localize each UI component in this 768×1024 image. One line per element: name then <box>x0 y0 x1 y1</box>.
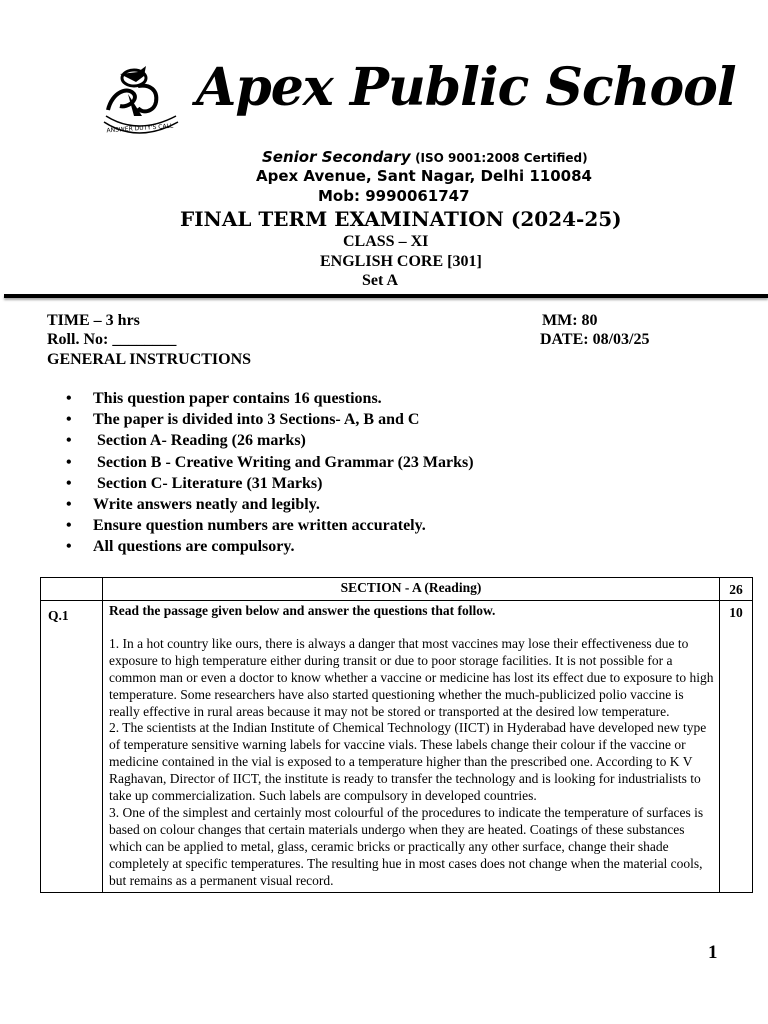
roll-number: Roll. No: ________ <box>47 331 177 348</box>
instruction-item: • Ensure question numbers are written accurately. <box>62 515 474 536</box>
instruction-item: • This question paper contains 16 questions. <box>62 388 474 409</box>
passage-paragraph: 3. One of the simplest and certainly most colourful of the procedures to indicate the temperature of surfaces is based on colour changes that certain materials undergo when they are heated. Coatings of these substances which can be applied to metal, glass, ceramic bricks or practically any other surface, change their shade completely at specific temperatures. The resulting hue in most cases does not change when the material cools, but remains as a permanent visual record. <box>109 804 704 888</box>
page-number: 1 <box>708 942 718 963</box>
instruction-item: • Section C- Literature (31 Marks) <box>62 473 474 494</box>
instruction-item: • Section A- Reading (26 marks) <box>62 430 474 451</box>
section-marks: 26 <box>720 578 753 601</box>
exam-date: DATE: 08/03/25 <box>540 331 650 348</box>
iso-certification: (ISO 9001:2008 Certified) <box>415 151 588 165</box>
instruction-item: • Section B - Creative Writing and Grammar (23 Marks) <box>62 452 474 473</box>
school-logo <box>98 64 182 140</box>
question-number: Q.1 <box>41 601 103 893</box>
instruction-item: • All questions are compulsory. <box>62 536 474 557</box>
school-mobile: Mob: 9990061747 <box>318 187 470 205</box>
passage-paragraph: 1. In a hot country like ours, there is always a danger that most vaccines may lose their effectiveness due to exposure to high temperature either during transit or due to poor storage facilities. It is not possible for a common man or even a doctor to know whether a vaccine or medicine has lost its effect due to exposure to high temperature. Some researchers have also started questioning whether the much-publicized polio vaccine is really effective in rural areas because it may not be stored or transported at the desired low temperature. <box>109 635 714 719</box>
max-marks: MM: 80 <box>542 312 598 329</box>
question-marks: 10 <box>720 601 753 893</box>
class-label: CLASS – XI <box>343 233 429 250</box>
instruction-item: • Write answers neatly and legibly. <box>62 494 474 515</box>
question-row <box>41 601 753 893</box>
header-divider <box>4 294 768 298</box>
subject-label: ENGLISH CORE [301] <box>320 253 482 270</box>
exam-time: TIME – 3 hrs <box>47 312 140 329</box>
general-instructions-heading: GENERAL INSTRUCTIONS <box>47 351 252 368</box>
exam-title: FINAL TERM EXAMINATION (2024-25) <box>180 207 622 231</box>
instruction-item: • The paper is divided into 3 Sections- A, B and C <box>62 409 474 430</box>
set-label: Set A <box>362 272 398 289</box>
school-name: Apex Public School <box>196 57 736 118</box>
senior-secondary-label: Senior Secondary <box>262 148 411 166</box>
school-address: Apex Avenue, Sant Nagar, Delhi 110084 <box>256 167 592 185</box>
passage-paragraph: 2. The scientists at the Indian Institute of Chemical Technology (IICT) in Hyderabad have developed new type of temperature sensitive warning labels for vaccine vials. These labels change their colour if the vaccine or medicine contained in the vial is exposed to a temperature higher than the prescribed one. According to K V Raghavan, Director of IICT, the institute is ready to transfer the technology and is looking for industrialists to take up commercialization. Such labels are compulsory in developed countries. <box>109 720 707 804</box>
affiliation-line <box>262 148 588 166</box>
logo-motto: ANSWER DUTY'S CALL <box>106 122 174 135</box>
empty-cell <box>41 578 103 601</box>
question-instruction: Read the passage given below and answer the questions that follow. <box>109 603 496 618</box>
question-body <box>103 601 720 893</box>
section-header-row <box>41 578 753 601</box>
question-table <box>40 577 753 893</box>
instructions-list <box>62 388 474 558</box>
section-title: SECTION - A (Reading) <box>103 578 720 601</box>
